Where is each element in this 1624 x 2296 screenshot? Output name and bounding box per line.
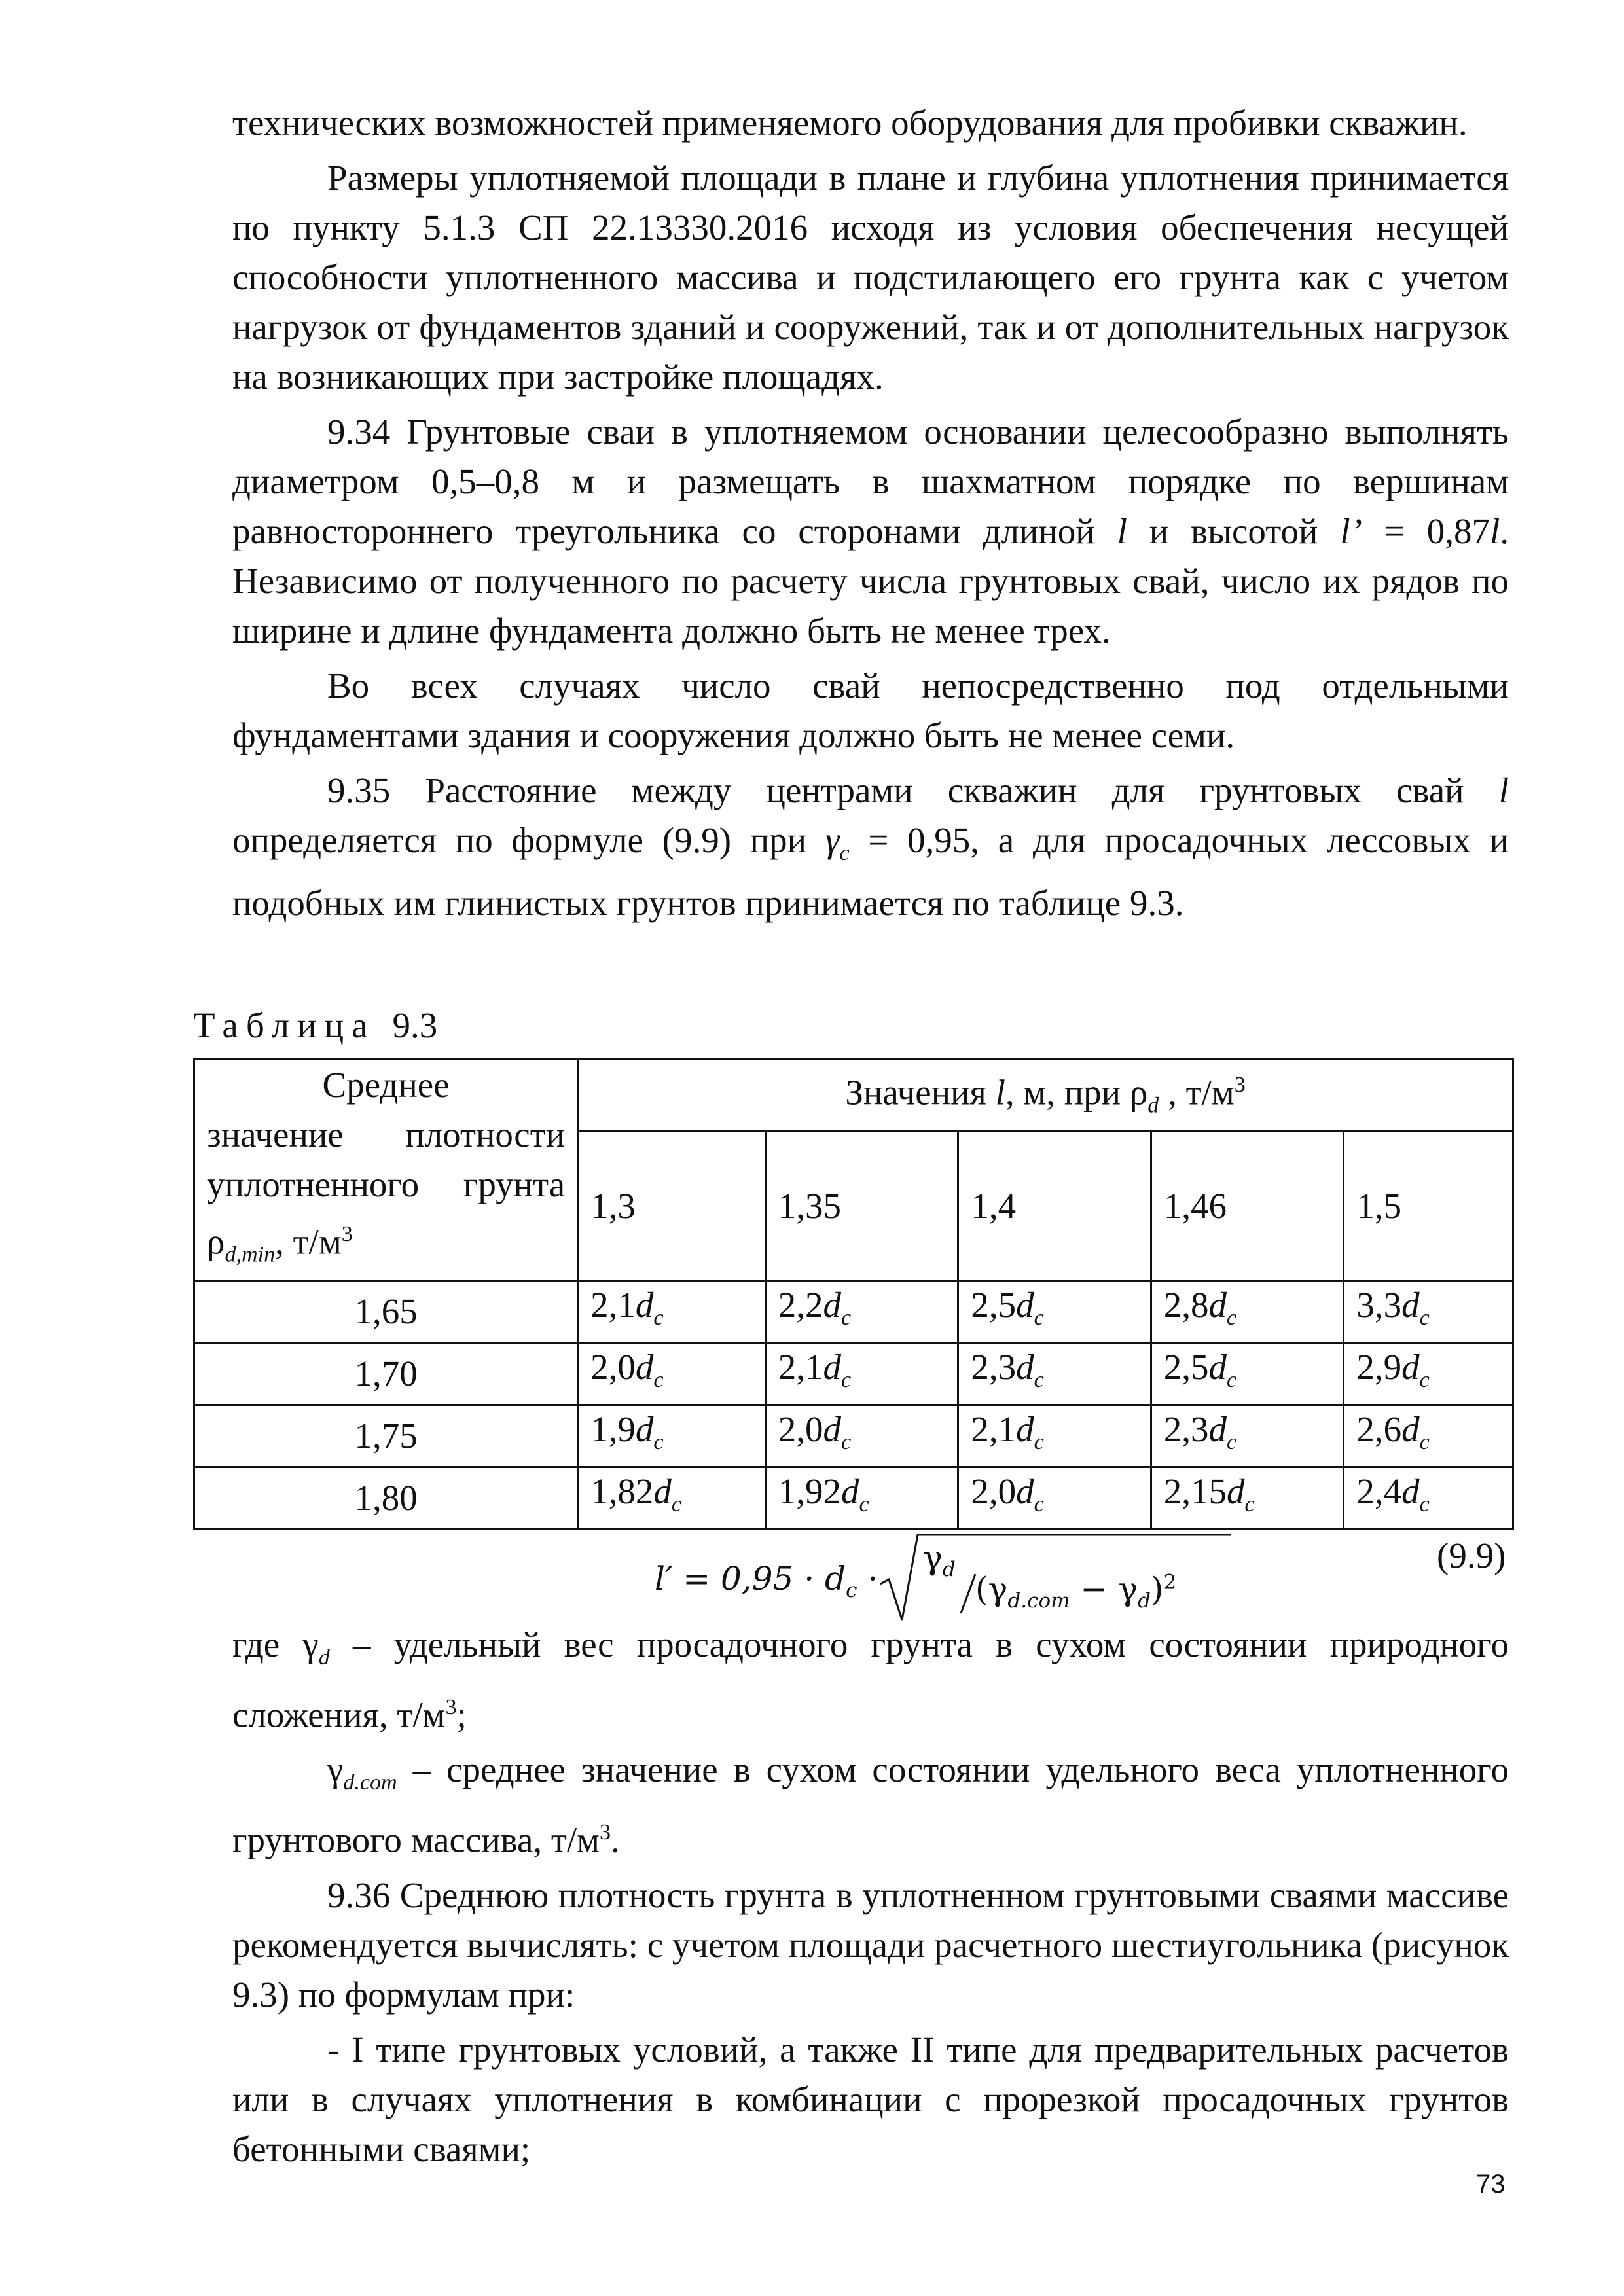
header-rho-sub: d,min — [225, 1242, 276, 1267]
table-cell — [578, 1405, 766, 1467]
cell-d-sub: c — [1419, 1306, 1430, 1331]
cell-d: d — [635, 1285, 654, 1325]
cell-d-sub: c — [1034, 1492, 1044, 1517]
table-cell — [578, 1281, 766, 1343]
cell-d: d — [1016, 1285, 1034, 1325]
cell-value: 2,3 — [1163, 1409, 1209, 1450]
density-col-1: 1,35 — [765, 1132, 958, 1281]
cell-value: 1,92 — [778, 1471, 842, 1512]
formula-dc-sub: c — [846, 1579, 857, 1602]
cell-value: 2,9 — [1356, 1347, 1402, 1388]
pgd-gamma: γ — [302, 1624, 319, 1664]
cell-value: 3,3 — [1356, 1285, 1402, 1325]
pgd-b: – удельный вес просадочного грунта в сухом состоянии природного сложения, т/м — [232, 1624, 1509, 1735]
formula-lhs-group — [655, 1560, 878, 1602]
row-rho: 1,80 — [194, 1467, 578, 1530]
header-left-line2: значение плотности — [207, 1115, 566, 1155]
text-block-bottom — [232, 1620, 1509, 2174]
p935-c: определяется по формуле (9.9) при — [232, 820, 825, 860]
p934-lprime: l’ — [1340, 511, 1362, 551]
cell-d-sub: c — [653, 1306, 664, 1331]
formula-den-open: (γ — [975, 1570, 1008, 1608]
formula-den-close: ) — [1150, 1570, 1164, 1608]
pgc-c: . — [611, 1820, 620, 1860]
cell-value: 1,82 — [590, 1471, 654, 1512]
table-cell — [958, 1343, 1151, 1405]
cell-d: d — [1208, 1347, 1227, 1388]
paragraph-9-36: 9.36 Среднюю плотность грунта в уплотненном грунтовыми сваями массиве рекомендуется вычислять: с учетом площади расчетного шестиугольника (рисунок 9.3) по формулам при: — [232, 1874, 1509, 2015]
table-caption — [193, 1005, 437, 1046]
cell-d: d — [823, 1409, 842, 1450]
cell-value: 2,3 — [971, 1347, 1017, 1388]
header-left-line4 — [207, 1210, 565, 1280]
cell-d-sub: c — [1227, 1368, 1237, 1393]
pgd-a: где — [232, 1624, 303, 1664]
p935-e: = 0,95, а для просадочных лессовых и подобных им глинистых грунтов принимается по таблице 9.3. — [232, 820, 1509, 923]
density-table — [193, 1058, 1514, 1530]
formula-num-gamma: γ — [923, 1539, 943, 1577]
cell-d: d — [1208, 1285, 1227, 1325]
density-col-3: 1,46 — [1151, 1132, 1344, 1281]
header-values-l: l — [995, 1072, 1005, 1113]
cell-d-sub: c — [841, 1430, 852, 1455]
formula-denominator — [975, 1570, 1176, 1613]
formula-num-sub: d — [942, 1558, 956, 1581]
density-col-0: 1,3 — [578, 1132, 766, 1281]
cell-d: d — [1401, 1347, 1420, 1388]
table-header-density — [194, 1060, 578, 1281]
p935-l: l — [1498, 770, 1509, 810]
paragraph-gamma-d — [232, 1620, 1509, 1740]
cell-d: d — [653, 1471, 672, 1512]
p934-l2: l — [1489, 511, 1500, 551]
cell-d: d — [823, 1347, 842, 1388]
cell-d-sub: c — [1034, 1368, 1044, 1393]
cell-value: 2,15 — [1163, 1471, 1227, 1512]
formula-dc: d — [825, 1560, 846, 1598]
cell-d: d — [1401, 1409, 1420, 1450]
table-cell — [578, 1343, 766, 1405]
header-values-text: Значения — [845, 1072, 996, 1113]
header-values-sup: 3 — [1234, 1073, 1246, 1097]
row-rho: 1,65 — [194, 1281, 578, 1343]
cell-d: d — [635, 1409, 654, 1450]
p935-gamma-sub: c — [839, 841, 850, 865]
cell-d: d — [1208, 1409, 1227, 1450]
paragraph-continuation: технических возможностей применяемого оборудования для пробивки скважин. — [232, 103, 1468, 143]
table-cell — [1151, 1343, 1344, 1405]
pgc-gamma: γ — [327, 1749, 344, 1790]
cell-d: d — [1401, 1285, 1420, 1325]
row-rho: 1,75 — [194, 1405, 578, 1467]
cell-value: 2,0 — [590, 1347, 636, 1388]
cell-d-sub: c — [1244, 1492, 1255, 1517]
row-rho: 1,70 — [194, 1343, 578, 1405]
cell-d: d — [1016, 1347, 1034, 1388]
table-cell — [958, 1281, 1151, 1343]
cell-d-sub: c — [653, 1368, 664, 1393]
cell-d-sub: c — [841, 1368, 852, 1393]
table-header-values — [578, 1060, 1513, 1132]
cell-value: 2,1 — [590, 1285, 636, 1325]
p935-gamma: γ — [825, 820, 840, 860]
density-col-2: 1,4 — [958, 1132, 1151, 1281]
p935-a: 9.35 Расстояние между центрами скважин для грунтовых свай — [327, 770, 1499, 810]
cell-value: 2,5 — [1163, 1347, 1209, 1388]
p934-c: и высотой — [1127, 511, 1341, 551]
table-cell — [1151, 1281, 1344, 1343]
cell-d-sub: c — [1419, 1492, 1430, 1517]
formula-den-minus: − γ — [1070, 1570, 1138, 1608]
cell-value: 2,6 — [1356, 1409, 1402, 1450]
table-cell — [765, 1281, 958, 1343]
table-caption-number: 9.3 — [392, 1005, 438, 1045]
cell-d: d — [1016, 1471, 1034, 1512]
paragraph-area-dimensions: Размеры уплотняемой площади в плане и глубина уплотнения принимается по пункту 5.1.3 СП 22.13330.2016 исходя из условия обеспечения несущей способности уплотненного массива и подстилающего его грунта как с учетом нагрузок от фундаментов зданий и сооружений, так и от дополнительных нагрузок на возникающих при застройке площадях. — [232, 158, 1509, 397]
cell-d: d — [823, 1285, 842, 1325]
pgc-b: – среднее значение в сухом состоянии удельного веса уплотненного грунтового массива, т/м — [232, 1749, 1509, 1860]
p934-l: l — [1117, 511, 1127, 551]
page-number: 73 — [1476, 2170, 1506, 2198]
cell-value: 1,9 — [590, 1409, 636, 1450]
formula-den-sub2: d — [1138, 1589, 1151, 1613]
formula-9-9 — [0, 1509, 1624, 1620]
cell-d: d — [635, 1347, 654, 1388]
cell-d-sub: c — [841, 1306, 852, 1331]
table-cell — [1344, 1405, 1513, 1467]
pgd-gamma-sub: d — [318, 1645, 330, 1670]
header-rho: ρ — [207, 1221, 225, 1262]
cell-value: 2,4 — [1356, 1471, 1402, 1512]
cell-d: d — [1016, 1409, 1034, 1450]
header-left-line3: уплотненного грунта — [207, 1164, 566, 1204]
header-values-unit: , т/м — [1159, 1072, 1235, 1113]
cell-value: 2,1 — [971, 1409, 1017, 1450]
table-row — [194, 1343, 1513, 1405]
cell-d: d — [1227, 1471, 1245, 1512]
formula-lhs: l′ = 0,95 · — [655, 1560, 825, 1598]
cell-d-sub: c — [1034, 1306, 1044, 1331]
table-cell — [765, 1405, 958, 1467]
pgd-c: ; — [456, 1695, 467, 1735]
cell-d-sub: c — [671, 1492, 682, 1517]
cell-value: 2,0 — [971, 1471, 1017, 1512]
cell-d-sub: c — [1419, 1430, 1430, 1455]
cell-d-sub: c — [1227, 1306, 1237, 1331]
text-block-top — [232, 98, 1509, 928]
pgc-sup: 3 — [599, 1820, 611, 1845]
cell-value: 2,2 — [778, 1285, 823, 1325]
table-header-row — [194, 1060, 1513, 1132]
cell-d-sub: c — [1034, 1430, 1044, 1455]
header-values-mid: , м, при ρ — [1005, 1072, 1148, 1113]
paragraph-gamma-dcom — [232, 1745, 1509, 1865]
cell-d-sub: c — [1419, 1368, 1430, 1393]
formula-dot: · — [857, 1560, 878, 1598]
header-unit: , т/м — [275, 1221, 342, 1262]
table-caption-label: Таблица — [193, 1005, 376, 1045]
cell-d-sub: c — [859, 1492, 869, 1517]
table-cell — [1344, 1281, 1513, 1343]
table-cell — [1344, 1343, 1513, 1405]
table-cell — [958, 1405, 1151, 1467]
cell-value: 2,1 — [778, 1347, 823, 1388]
cell-value: 2,0 — [778, 1409, 823, 1450]
pgd-sup: 3 — [445, 1695, 457, 1719]
table-row — [194, 1281, 1513, 1343]
header-values-sub: d — [1147, 1093, 1159, 1118]
cell-d-sub: c — [653, 1430, 664, 1455]
cell-value: 2,5 — [971, 1285, 1017, 1325]
header-left-line1: Среднее — [322, 1065, 450, 1105]
pgc-gamma-sub: d.com — [343, 1770, 397, 1795]
paragraph-pile-count: Во всех случаях число свай непосредственно под отдельными фундаментами здания и сооружения должно быть не менее семи. — [232, 666, 1509, 755]
cell-d: d — [1401, 1471, 1420, 1512]
cell-value: 2,8 — [1163, 1285, 1209, 1325]
table-cell — [765, 1343, 958, 1405]
formula-number: (9.9) — [1437, 1535, 1506, 1575]
header-unit-sup: 3 — [341, 1222, 353, 1246]
density-col-4: 1,5 — [1344, 1132, 1513, 1281]
cell-d: d — [841, 1471, 859, 1512]
formula-den-sub1: d.com — [1007, 1589, 1070, 1613]
p934-g: . Независимо от полученного по расчету числа грунтовых свай, число их рядов по ширине и длине фундамента должно быть не менее трех. — [232, 511, 1509, 651]
paragraph-soil-type: - I типе грунтовых условий, а также II типе для предварительных расчетов или в случаях уплотнения в комбинации с прорезкой просадочных грунтов бетонными сваями; — [232, 2029, 1509, 2169]
formula-den-sup: 2 — [1163, 1570, 1177, 1594]
paragraph-9-35 — [232, 766, 1509, 928]
p934-e: = 0,87 — [1362, 511, 1490, 551]
p934-a: 9.34 Грунтовые сваи в уплотняемом основании целесообразно выполнять диаметром 0,5–0,8 м и размещать в шахматном порядке по вершинам равностороннего треугольника со сторонами длиной — [232, 412, 1509, 551]
table-cell — [1151, 1405, 1344, 1467]
cell-d-sub: c — [1227, 1430, 1237, 1455]
table-row — [194, 1405, 1513, 1467]
paragraph-9-34 — [232, 407, 1509, 656]
formula-numerator — [923, 1539, 956, 1581]
